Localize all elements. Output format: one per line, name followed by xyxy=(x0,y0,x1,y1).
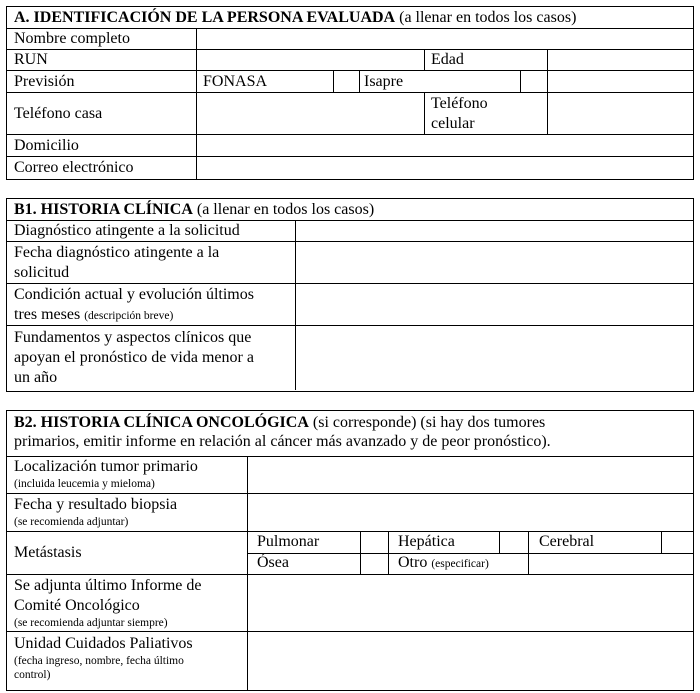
label-comite-line1: Se adjunta último Informe de xyxy=(14,577,202,594)
section-a-identificacion xyxy=(6,6,694,180)
label-telefono-celular-line2: celular xyxy=(431,115,475,132)
field-otro[interactable] xyxy=(529,554,693,574)
label-comite-line2: Comité Oncológico xyxy=(14,597,140,614)
label-diagnostico: Diagnóstico atingente a la solicitud xyxy=(14,222,240,239)
label-condicion-line2: tres meses xyxy=(14,306,81,323)
row-comite xyxy=(7,575,693,632)
label-correo: Correo electrónico xyxy=(14,159,134,176)
field-telefono-celular[interactable] xyxy=(548,93,693,134)
section-b2-historia-oncologica xyxy=(6,410,694,691)
section-a-title: A. IDENTIFICACIÓN DE LA PERSONA EVALUADA xyxy=(14,9,396,26)
section-b2-note: (si corresponde) (si hay dos tumores xyxy=(312,414,546,431)
label-localizacion-main: Localización tumor primario xyxy=(14,458,198,475)
field-paliativos[interactable] xyxy=(248,632,693,690)
label-otro-note: (especificar) xyxy=(431,558,489,570)
field-fundamentos[interactable] xyxy=(296,326,693,390)
label-localizacion-note: (incluida leucemia y mieloma) xyxy=(14,478,155,490)
row-run xyxy=(7,50,693,71)
divider xyxy=(388,532,389,553)
label-paliativos-note-line2: control) xyxy=(14,669,51,681)
row-diagnostico xyxy=(7,221,693,242)
section-b1-title: B1. HISTORIA CLÍNICA xyxy=(14,201,193,218)
label-comite-note: (se recomienda adjuntar siempre) xyxy=(14,617,168,629)
section-a-note: (a llenar en todos los casos) xyxy=(399,9,577,26)
label-paliativos-note-line1: (fecha ingreso, nombre, fecha último xyxy=(14,655,184,667)
label-fundamentos-line2: apoyan el pronóstico de vida menor a xyxy=(14,349,254,366)
row-domicilio xyxy=(7,135,693,157)
row-condicion xyxy=(7,284,693,326)
label-otro xyxy=(398,553,489,574)
divider xyxy=(528,532,529,553)
label-run: RUN xyxy=(14,51,48,68)
section-b1-header xyxy=(7,199,693,221)
field-diagnostico[interactable] xyxy=(296,221,693,241)
divider xyxy=(424,93,425,134)
label-fundamentos-line1: Fundamentos y aspectos clínicos que xyxy=(14,329,252,346)
label-telefono-casa: Teléfono casa xyxy=(14,105,103,122)
row-prevision xyxy=(7,71,693,93)
label-telefono-celular xyxy=(431,94,488,134)
label-isapre: Isapre xyxy=(364,73,404,90)
divider xyxy=(388,553,389,574)
label-condicion-note: (descripción breve) xyxy=(84,310,174,322)
label-osea: Ósea xyxy=(257,554,289,571)
label-fundamentos-line3: un año xyxy=(14,369,58,386)
label-fonasa: FONASA xyxy=(203,73,268,90)
field-domicilio[interactable] xyxy=(197,135,693,156)
row-fundamentos xyxy=(7,326,693,390)
row-fecha-diagnostico xyxy=(7,242,693,284)
label-edad: Edad xyxy=(431,51,464,68)
label-biopsia-note: (se recomienda adjuntar) xyxy=(14,516,129,528)
label-comite xyxy=(7,576,202,630)
field-fecha-diagnostico[interactable] xyxy=(296,242,693,283)
label-fecha-diagnostico xyxy=(7,243,219,283)
field-condicion[interactable] xyxy=(296,284,693,325)
label-condicion-line1: Condición actual y evolución últimos xyxy=(14,286,254,303)
row-correo xyxy=(7,157,693,179)
field-localizacion[interactable] xyxy=(248,457,693,493)
checkbox-fonasa[interactable] xyxy=(334,71,359,92)
field-edad[interactable] xyxy=(548,50,693,70)
label-fecha-line2: solicitud xyxy=(14,264,70,281)
row-paliativos xyxy=(7,632,693,690)
divider xyxy=(196,71,197,92)
field-correo[interactable] xyxy=(197,157,693,179)
row-metastasis xyxy=(7,532,693,575)
section-b2-note-line2: primarios, emitir informe en relación al cáncer más avanzado y de peor pronóstico). xyxy=(14,433,551,450)
section-b1-historia-clinica xyxy=(6,198,694,392)
section-a-header xyxy=(7,7,693,29)
row-nombre xyxy=(7,29,693,50)
label-fecha-line1: Fecha diagnóstico atingente a la xyxy=(14,244,220,261)
label-paliativos-main: Unidad Cuidados Paliativos xyxy=(14,635,193,652)
section-b2-header xyxy=(7,411,693,457)
section-b2-title: B2. HISTORIA CLÍNICA ONCOLÓGICA xyxy=(14,414,309,431)
field-biopsia[interactable] xyxy=(248,494,693,531)
label-prevision: Previsión xyxy=(14,73,75,90)
divider xyxy=(359,71,360,92)
label-fundamentos xyxy=(7,328,254,388)
label-domicilio: Domicilio xyxy=(14,137,79,154)
field-comite[interactable] xyxy=(248,575,693,631)
checkbox-osea[interactable] xyxy=(361,554,388,574)
label-condicion xyxy=(7,285,254,326)
divider xyxy=(547,71,548,92)
row-biopsia xyxy=(7,494,693,532)
row-localizacion xyxy=(7,457,693,494)
checkbox-isapre[interactable] xyxy=(521,71,547,92)
label-pulmonar: Pulmonar xyxy=(257,533,320,550)
checkbox-cerebral[interactable] xyxy=(662,532,693,553)
checkbox-pulmonar[interactable] xyxy=(361,532,388,553)
label-biopsia-main: Fecha y resultado biopsia xyxy=(14,496,178,513)
row-telefono xyxy=(7,93,693,135)
section-b1-note: (a llenar en todos los casos) xyxy=(196,201,375,218)
checkbox-hepatica[interactable] xyxy=(500,532,528,553)
label-otro-main: Otro xyxy=(398,554,428,571)
field-nombre[interactable] xyxy=(197,29,693,49)
label-nombre: Nombre completo xyxy=(14,30,130,47)
label-metastasis: Metástasis xyxy=(14,544,82,561)
label-biopsia xyxy=(7,495,177,529)
field-telefono-casa[interactable] xyxy=(197,93,424,134)
field-run[interactable] xyxy=(197,50,424,70)
label-hepatica: Hepática xyxy=(398,533,455,550)
label-telefono-celular-line1: Teléfono xyxy=(431,95,488,112)
label-localizacion xyxy=(7,457,198,491)
label-cerebral: Cerebral xyxy=(539,533,595,550)
label-paliativos xyxy=(7,634,193,682)
